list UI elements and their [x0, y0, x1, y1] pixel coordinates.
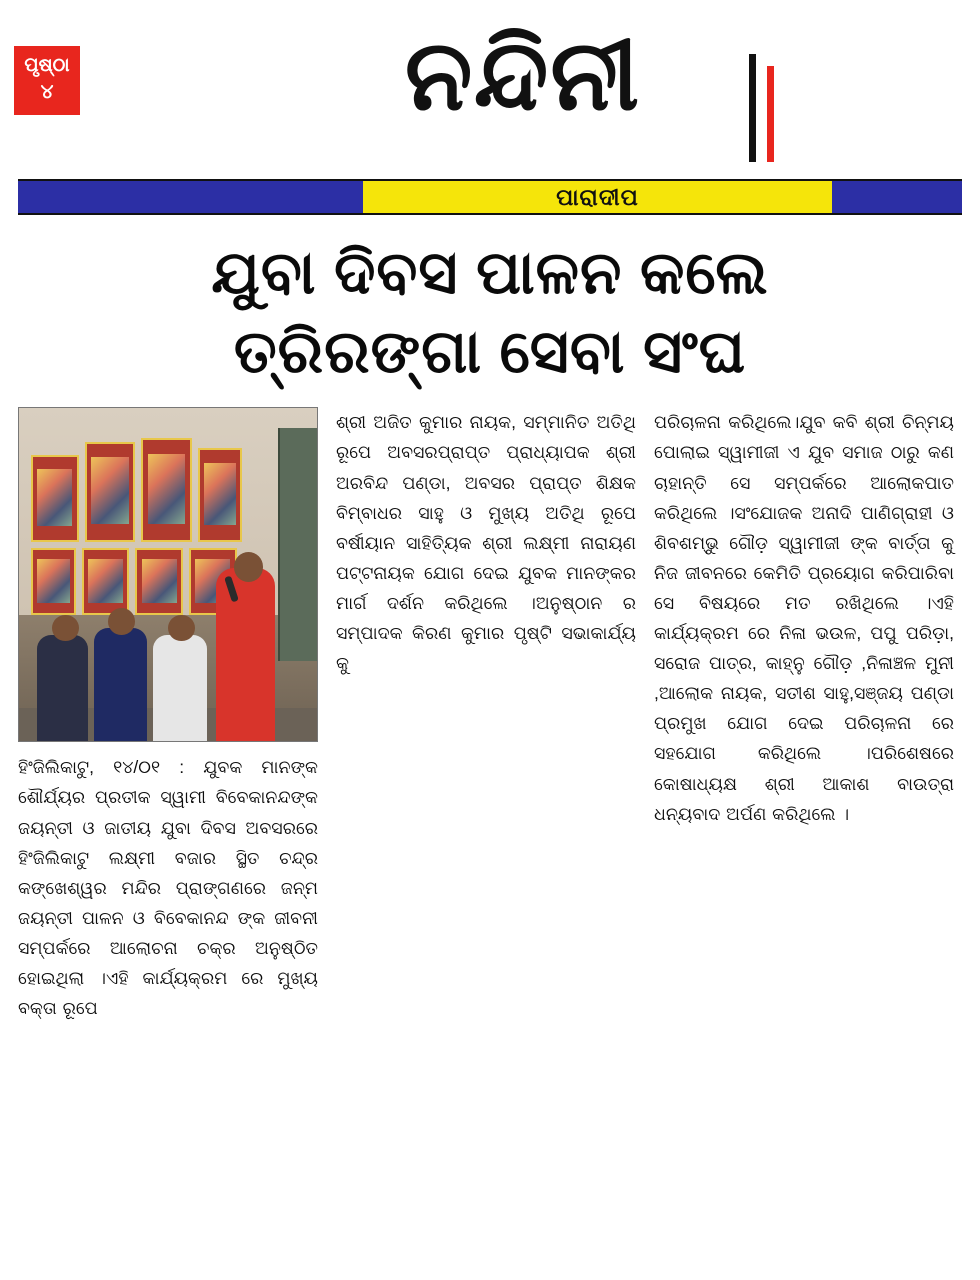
poster-icon: [135, 548, 183, 615]
article-paragraph: ହିଂଜିଲିକାଟୁ, ୧୪/୦୧ : ଯୁବକ ମାନଙ୍କ ଶୌର୍ଯ୍ୟର ପ୍ରତୀକ ସ୍ୱାମୀ ବିବେକାନନ୍ଦଙ୍କ ଜୟନ୍ତୀ ଓ ଜାତୀୟ ଯୁବା ଦିବସ ଅବସରରେ ହିଂଜିଲିକାଟୁ ଲକ୍ଷ୍ମୀ ବଜାର ସ୍ଥିତ ଚନ୍ଦ୍ର କଙ୍ଖେଶ୍ୱର ମନ୍ଦିର ପ୍ରାଙ୍ଗଣରେ ଜନ୍ମ ଜୟନ୍ତୀ ପାଳନ ଓ ବିବେକାନନ୍ଦ ଙ୍କ ଜୀବନୀ ସମ୍ପର୍କରେ ଆଲୋଚନା ଚକ୍ର ଅନୁଷ୍ଠିତ ହୋଇଥିଲା ।ଏହି କାର୍ଯ୍ୟକ୍ରମ ରେ ମୁଖ୍ୟ ବକ୍ତା ରୂପେ: [18, 757, 318, 1019]
poster-icon: [198, 448, 243, 541]
poster-icon: [31, 455, 79, 542]
headline-line-1: ଯୁବା ଦିବସ ପାଳନ କଲେ: [211, 239, 769, 306]
photo-person-head: [168, 615, 195, 642]
edition-bar-left-block: [18, 181, 363, 213]
article-column-right: [654, 407, 954, 1172]
masthead-rule-black: [749, 54, 756, 162]
edition-label: ପାରାଦୀପ: [556, 183, 639, 210]
article-paragraph: ପରିଚାଳନା କରିଥିଲେ।ଯୁବ କବି ଶ୍ରୀ ଚିନ୍ମୟ ପୋଲାଇ ସ୍ୱାମୀଜୀ ଏ ଯୁବ ସମାଜ ଠାରୁ କଣ ଚାହାନ୍ତି ସେ ସମ୍ପର୍କରେ ଆଲୋକପାତ କରିଥିଲେ ।ସଂଯୋଜକ ଅନାଦି ପାଣିଗ୍ରାହୀ ଓ ଶିବଶମ୍ଭୁ ଗୌଡ଼ ସ୍ୱାମୀଜୀ ଙ୍କ ବାର୍ତ୍ତା କୁ ନିଜ ଜୀବନରେ କେମିତି ପ୍ରୟୋଗ କରିପାରିବା ସେ ବିଷୟରେ ମତ ରଖିଥିଲେ ।ଏହି କାର୍ଯ୍ୟକ୍ରମ ରେ ନିଳା ଭଉଳ, ପପୁ ପରିଡ଼ା, ସରୋଜ ପାତ୍ର, କାହ୍ନୁ ଗୌଡ଼ ,ନିଳାଞ୍ଚଳ ମୁନୀ ,ଆଲୋକ ନାୟକ, ସତୀଶ ସାହୁ,ସଞ୍ଜୟ ପଣ୍ଡା ପ୍ରମୁଖ ଯୋଗ ଦେଇ ପରିଚାଳନା ରେ ସହଯୋଗ କରିଥିଲେ ।ପରିଶେଷରେ କୋଷାଧ୍ୟକ୍ଷ ଶ୍ରୀ ଆକାଶ ବାଉତ୍ରା ଧନ୍ୟବାଦ ଅର୍ପଣ କରିଥିଲେ ।: [654, 412, 954, 824]
edition-bar-right-block: [832, 181, 962, 213]
photo-person: [94, 628, 148, 741]
page-number-badge: [14, 46, 80, 115]
article-text-left: [18, 752, 318, 1023]
photo-person-head: [52, 615, 79, 642]
publication-title: ନନ୍ଦିନୀ: [404, 20, 642, 130]
article-column-left: [18, 407, 318, 1172]
article-column-middle: [336, 407, 636, 1172]
poster-icon: [82, 548, 130, 615]
poster-icon: [141, 438, 192, 541]
photo-door: [278, 428, 317, 661]
edition-bar-center-block: [363, 181, 832, 213]
poster-icon: [31, 548, 76, 615]
photo-speaker: [216, 568, 276, 741]
page-title: [0, 215, 980, 397]
edition-bar: [18, 179, 962, 215]
masthead-title-wrap: [80, 18, 966, 130]
masthead-rule-red: [767, 66, 774, 162]
poster-icon: [85, 442, 136, 542]
photo-speaker-head: [234, 552, 264, 582]
photo-person: [37, 635, 88, 742]
page-badge-word: ପୃଷ୍ଠା: [24, 55, 70, 76]
article-body: [0, 397, 980, 1172]
article-photo: [18, 407, 318, 742]
photo-person-head: [108, 608, 135, 635]
masthead: [0, 0, 980, 175]
photo-person: [153, 635, 207, 742]
article-paragraph: ଶ୍ରୀ ଅଜିତ କୁମାର ନାୟକ, ସମ୍ମାନିତ ଅତିଥି ରୂପେ ଅବସରପ୍ରାପ୍ତ ପ୍ରାଧ୍ୟାପକ ଶ୍ରୀ ଅରବିନ୍ଦ ପଣ୍ଡା, ଅବସର ପ୍ରାପ୍ତ ଶିକ୍ଷକ ବିମ୍ବାଧର ସାହୁ ଓ ମୁଖ୍ୟ ଅତିଥି ରୂପେ ବର୍ଷୀୟାନ ସାହିତ୍ୟିକ ଶ୍ରୀ ଲକ୍ଷ୍ମୀ ନାରାୟଣ ପଟ୍ଟନାୟକ ଯୋଗ ଦେଇ ଯୁବକ ମାନଙ୍କର ମାର୍ଗ ଦର୍ଶନ କରିଥିଲେ ।ଅନୁଷ୍ଠାନ ର ସମ୍ପାଦକ କିରଣ କୁମାର ପୃଷ୍ଟି ସଭାକାର୍ଯ୍ୟ କୁ: [336, 412, 636, 674]
headline-line-2: ତ୍ରିରଙ୍ଗା ସେବା ସଂଘ: [233, 318, 747, 386]
page-badge-number: ୪: [40, 80, 54, 103]
